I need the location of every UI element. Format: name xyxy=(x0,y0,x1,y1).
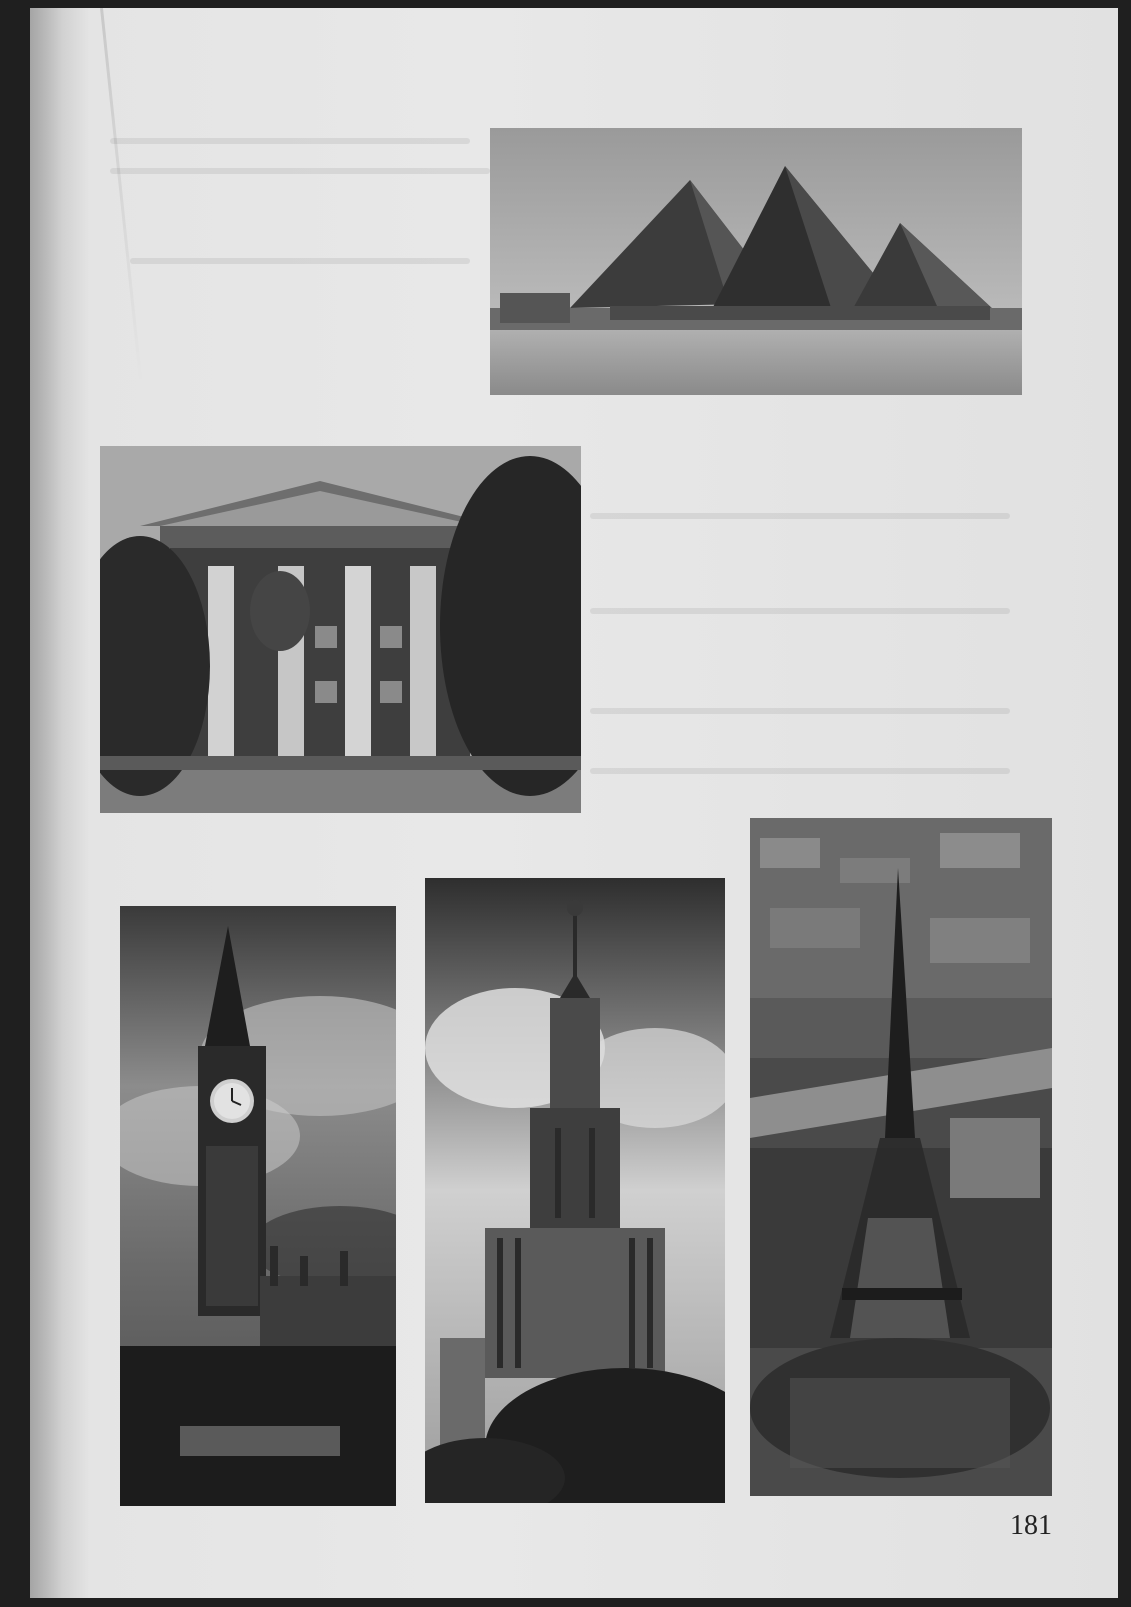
bleed-through-line xyxy=(590,768,1010,774)
bleed-through-line xyxy=(590,608,1010,614)
page-crease xyxy=(100,8,143,386)
pyramids-photo xyxy=(490,128,1022,395)
page-number: 181 xyxy=(1010,1510,1052,1541)
skyscraper-photo xyxy=(425,878,725,1503)
bleed-through-line xyxy=(590,708,1010,714)
book-page xyxy=(30,8,1118,1598)
bleed-through-line xyxy=(110,138,470,144)
bleed-through-line xyxy=(110,168,490,174)
clock-tower-photo xyxy=(120,906,396,1506)
eiffel-tower-photo xyxy=(750,818,1052,1496)
colonnade-building-photo xyxy=(100,446,581,813)
bleed-through-line xyxy=(130,258,470,264)
gutter-shadow xyxy=(30,8,90,1598)
bleed-through-line xyxy=(590,513,1010,519)
